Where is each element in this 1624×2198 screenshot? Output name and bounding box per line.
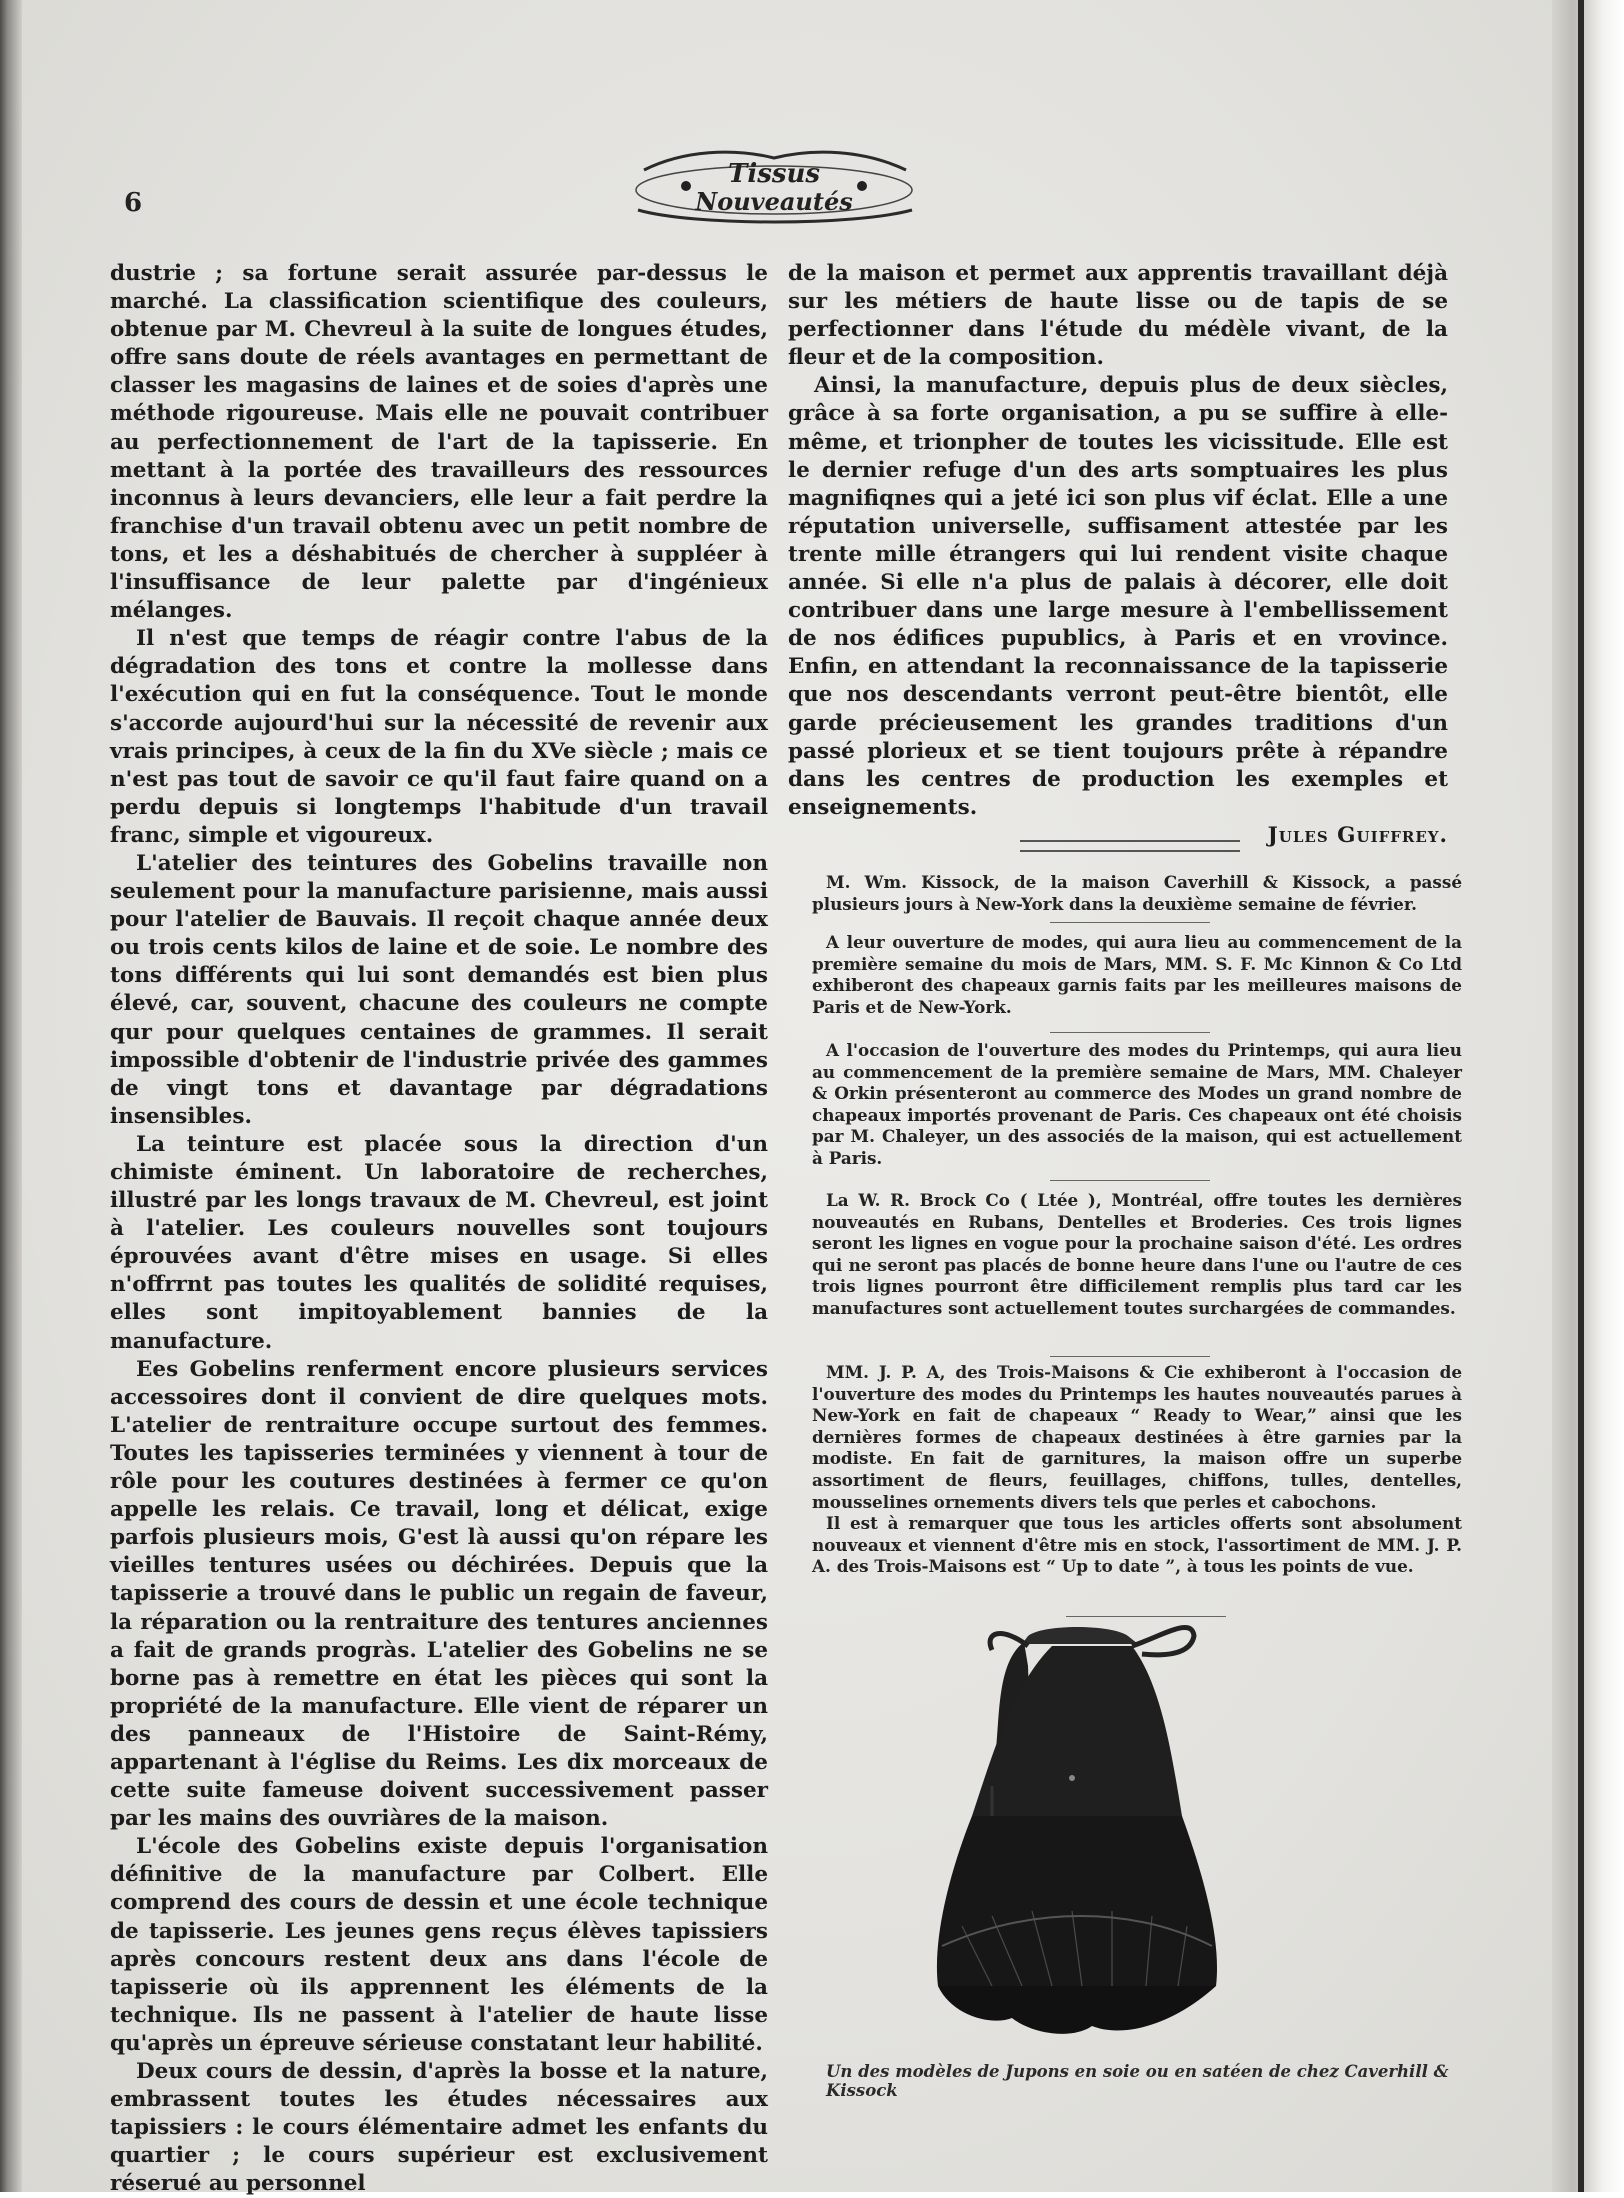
news-separator — [1050, 1032, 1210, 1033]
left-page-edge — [0, 0, 22, 2192]
news-item — [812, 1362, 1462, 1578]
article-paragraph: La teinture est placée sous la direction d'un chimiste éminent. Un laboratoire de recherches, illustré par les longs travaux de M. Chevreul, est joint à l'atelier. Les couleurs nouvelles sont toujours éprouvées avant d'être mises en usage. Si elles n'offrrnt pas toutes les qualités de solidité requises, elles sont impitoyablement bannies de la manufacture. — [110, 1131, 768, 1354]
news-separator — [1050, 1180, 1210, 1181]
article-paragraph: dustrie ; sa fortune serait assurée par-dessus le marché. La classification scientifique des couleurs, obtenue par M. Chevreul à la suite de longues études, offre sans doute de réels avantages en permettant de classer les magasins de laines et de soies d'après une méthode rigoureuse. Mais elle ne pouvait contribuer au perfectionnement de l'art de la tapisserie. En mettant à la portée des travailleurs des ressources inconnus à leurs devanciers, elle leur a fait perdre la franchise d'un travail obtenu avec un petit nombre de tons, et les a déshabitués de chercher à suppléer à l'insuffisance de leur palette par d'ingénieux mélanges. — [110, 261, 768, 624]
binding-line — [1578, 0, 1584, 2192]
illustration-caption: Un des modèles de Jupons en soie ou en satéen de chez Caverhill & Kissock — [826, 2062, 1449, 2100]
article-paragraph: L'école des Gobelins existe depuis l'organisation définitive de la manufacture par Colbert. Elle comprend des cours de dessin et une école technique de tapisserie. Les jeunes gens reçus élèves tapissiers après concours restent deux ans dans l'école de tapisserie où ils apprennent les éléments de la technique. Ils ne passent à l'atelier de haute lisse qu'après un épreuve sérieuse constatant leur habilité. — [110, 1834, 768, 2056]
news-text: A l'occasion de l'ouverture des modes du Printemps, qui aura lieu au commencement de la première semaine de Mars, MM. Chaleyer & Orkin présenteront au commerce des Modes un grand nombre de chapeaux importés provenant de Paris. Ces chapeaux ont été choisis par M. Chaleyer, un des associés de la maison, qui est actuellement à Paris. — [812, 1040, 1462, 1168]
article-paragraph: L'atelier des teintures des Gobelins travaille non seulement pour la manufacture parisienne, mais aussi pour l'atelier de Bauvais. Il reçoit chaque année deux ou trois cents kilos de laine et de soie. Le nombre des tons différents qui lui sont demandés est bien plus élevé, car, souvent, chacune des couleurs ne compte qur pour quelques centaines de grammes. Il serait impossible d'obtenir de l'industrie privée des gammes de vingt tons et davantage par dégradations insensibles. — [110, 850, 768, 1129]
news-text: La W. R. Brock Co ( Ltée ), Montréal, offre toutes les dernières nouveautés en Rubans, Dentelles et Broderies. Ces trois lignes seront les lignes en vogue pour la prochaine saison d'été. Les ordres qui ne seront pas placés de bonne heure dans l'une ou l'autre de ces trois lignes pourront être difficilement remplis plus tard car les manufactures sont actuellement toutes surchargées de commandes. — [812, 1190, 1462, 1318]
article-paragraph: Deux cours de dessin, d'après la bosse et la nature, embrassent toutes les études nécessaires aux tapissiers : le cours élémentaire admet les enfants du quartier ; le cours supérieur est exclusivement réserué au personnel — [110, 2059, 768, 2197]
page-number: 6 — [124, 188, 143, 218]
right-article-column — [788, 260, 1448, 850]
masthead-logo — [624, 140, 924, 230]
news-separator — [1050, 1356, 1210, 1357]
svg-text:Tissus: Tissus — [727, 159, 821, 189]
news-item — [812, 1190, 1462, 1320]
news-item — [812, 872, 1462, 915]
news-text: M. Wm. Kissock, de la maison Caverhill & Kissock, a passé plusieurs jours à New-York dans la deuxième semaine de février. — [812, 872, 1462, 914]
petticoat-illustration — [932, 1606, 1222, 2056]
svg-text:Nouveautés: Nouveautés — [695, 187, 853, 216]
section-divider — [1020, 840, 1240, 852]
news-text: A leur ouverture de modes, qui aura lieu au commencement de la première semaine du mois de Mars, MM. S. F. Mc Kinnon & Co Ltd exhiberont des chapeaux garnis faits par les meilleures maisons de Paris et de New-York. — [812, 932, 1462, 1017]
article-paragraph: Ees Gobelins renferment encore plusieurs services accessoires dont il convient de dire quelques mots. L'atelier de rentraiture occupe surtout des femmes. Toutes les tapisseries terminées y viennent à tour de rôle pour les coutures destinées à fermer ce qu'on appelle les relais. Ce travail, long et délicat, exige parfois plusieurs mois, G'est là aussi qu'on répare les vieilles tentures usées ou déchirées. Depuis que la tapisserie a trouvé dans le public un regain de faveur, la réparation ou la rentraiture des tentures anciennes a fait de grands progràs. L'atelier des Gobelins ne se borne pas à remettre en état les pièces qui sont la propriété de la manufacture. Elle vient de réparer un des panneaux de l'Histoire de Saint-Rémy, appartenant à l'église du Reims. Les dix morceaux de cette suite fameuse doivent successivement passer par les mains des ouvriàres de la maison. — [110, 1356, 768, 1832]
news-text: Il est à remarquer que tous les articles offerts sont absolument nouveaux et viennent d'être mis en stock, l'assortiment de MM. J. P. A. des Trois-Maisons est “ Up to date ”, à tous les points de vue. — [812, 1513, 1462, 1577]
news-item — [812, 1040, 1462, 1170]
article-paragraph: Il n'est que temps de réagir contre l'abus de la dégradation des tons et contre la mollesse dans l'exécution qui en fut la conséquence. Tout le monde s'accorde aujourd'hui sur la nécessité de revenir aux vrais principes, à ceux de la fin du XVe siècle ; mais ce n'est pas tout de savoir ce qu'il faut faire quand on a perdu depuis si longtemps l'habitude d'un travail franc, simple et vigoureux. — [110, 626, 768, 848]
news-separator — [1050, 922, 1210, 923]
right-page-edge — [1552, 0, 1624, 2192]
author-signature: Jules Guiffrey. — [1267, 822, 1448, 848]
article-paragraph: de la maison et permet aux apprentis travaillant déjà sur les métiers de haute lisse ou de tapis de se perfectionner dans l'étude du médèle vivant, de la fleur et de la composition. — [788, 261, 1448, 371]
news-item — [812, 932, 1462, 1018]
left-article-column — [110, 260, 768, 2198]
article-paragraph: Ainsi, la manufacture, depuis plus de deux siècles, grâce à sa forte organisation, a pu se suffire à elle-même, et trionpher de toutes les vicissitude. Elle est le dernier refuge d'un des arts somptuaires les plus magnifiqnes qui a jeté ici son plus vif éclat. Elle a une réputation universelle, suffisament attestée par les trente mille étrangers qui lui rendent visite chaque année. Si elle n'a plus de palais à décorer, elle doit contribuer dans une large mesure à l'embellissement de nos édifices pupublics, à Paris et en vrovince. Enfin, en attendant la reconnaissance de la tapisserie que nos descendants verront peut-être bientôt, elle garde précieusement les grandes traditions d'un passé plorieux et se tient toujours prête à répandre dans les centres de production les exemples et enseignements. — [788, 373, 1448, 820]
news-text: MM. J. P. A, des Trois-Maisons & Cie exhiberont à l'occasion de l'ouverture des modes du Printemps les hautes nouveautés parues à New-York en fait de chapeaux “ Ready to Wear,” ainsi que les dernières formes de chapeaux destinées à être garnies par la modiste. En fait de garnitures, la maison offre un superbe assortiment de fleurs, feuillages, chiffons, tulles, dentelles, mousselines ornements divers tels que perles et cabochons. — [812, 1362, 1462, 1512]
